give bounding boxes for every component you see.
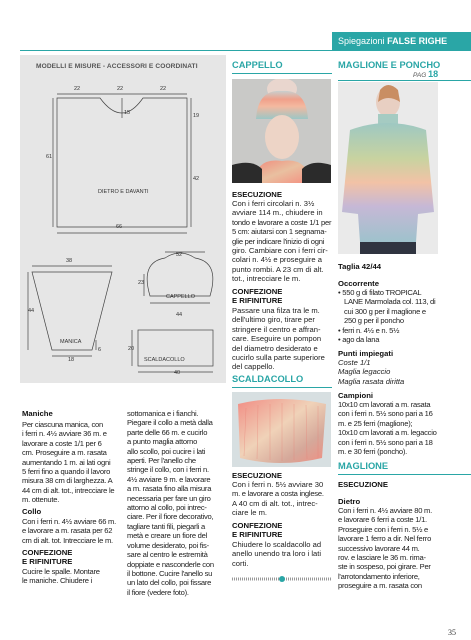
hat-model-image (232, 79, 331, 183)
hat-exec-text: Con i ferri circolari n. 3½ avviare 114 m., chiudere in tondo e lavorare a coste 1/1 per 5 cm: aiutarsi con 1 segnama- glie per indicare l'inizio di ogni giro. Cambiare con i ferri cir- colari n. 4½ e proseguire a punto rombi. A 23 cm di alt. tot., intrecciare le m. (232, 199, 332, 284)
gauge-heading: Campioni (338, 391, 374, 400)
cowl-label: SCALDACOLLO (144, 357, 185, 363)
cowl-rule (232, 387, 332, 388)
dim-label: 40 (174, 370, 181, 376)
sleeves-heading: Maniche (22, 409, 53, 418)
collar-text: Con i ferri n. 4½ avviare 66 m. e lavorare a m. rasata per 62 cm di alt. tot. Intrecciare le m. (22, 517, 116, 545)
hat-exec-heading: ESECUZIONE (232, 190, 282, 199)
cowl-exec-text: Con i ferri n. 5½ avviare 30 m. e lavorare a costa inglese. A 40 cm di alt. tot., intrec- ciare le m. (232, 480, 324, 518)
materials-text: • 550 g di filato TROPICAL LANE Marmolada col. 113, di cui 300 g per il maglione e 250 g per il poncho • ferri n. 4½ e n. 5½ • ago da lana (338, 288, 436, 345)
dim-label: 19 (193, 113, 200, 119)
section-label: Spiegazioni (338, 36, 385, 46)
page-number: 35 (448, 628, 456, 637)
dim-label: 38 (66, 258, 73, 264)
dim-label: 22 (74, 86, 81, 92)
sweater-rule (338, 80, 471, 81)
sleeves-text: Per ciascuna manica, con i ferri n. 4½ avviare 36 m. e lavorare a coste 1/1 per 6 cm. Proseguire a m. rasata aumentando 1 m. ai lati ogni 5 ferri fino a quando il lavoro misura 38 cm di larghezza. A 44 cm di alt. tot., intrecciare le m. ottenute. (22, 420, 115, 505)
end-marker (232, 575, 332, 583)
stitches-text: Coste 1/1 Maglia legaccio Maglia rasata diritta (338, 358, 405, 386)
dim-label: 44 (176, 312, 183, 318)
hat-section-heading: CAPPELLO (232, 60, 283, 70)
front-back-label: DIETRO E DAVANTI (98, 189, 149, 195)
dim-label: 22 (160, 86, 167, 92)
cowl-section-heading: SCALDACOLLO (232, 374, 304, 384)
pattern-diagram-panel (20, 55, 226, 383)
dim-label: 22 (117, 86, 124, 92)
sweater-model-image (338, 82, 438, 254)
materials-heading: Occorrente (338, 279, 380, 288)
cowl-photo (232, 392, 331, 467)
dim-label: 18 (68, 357, 75, 363)
size-heading: Taglia 42/44 (338, 262, 382, 271)
gauge-text: 10x10 cm lavorati a m. rasata con i ferri n. 5½ sono pari a 16 m. e 25 ferri (maglione); 10x10 cm lavorati a m. legaccio con i ferri n. 5½ sono pari a 18 m. e 30 ferri (poncho). (338, 400, 437, 457)
page-ref: PAG 18 (413, 69, 439, 79)
section-title: FALSE RIGHE (387, 36, 448, 46)
sweater-sub-rule (338, 474, 471, 475)
sweater-subheading: MAGLIONE (338, 461, 389, 471)
dim-label: 20 (128, 346, 135, 352)
hat-finishing-heading: CONFEZIONE E RIFINITURE (232, 287, 283, 305)
page-header (0, 0, 471, 46)
dim-label: 52 (176, 252, 183, 258)
finishing-heading: CONFEZIONE E RIFINITURE (22, 548, 73, 566)
middle-column-text: sottomanica e i fianchi. Piegare il collo a metà dalla parte delle 66 m. e cucirlo a punto maglia attorno allo scollo, poi cucire i lati aperti. Per l'anello che stringe il collo, con i ferri n. 4½ avviare 9 m. e lavorare a m. rasata fino alla misura necessaria per fare un giro attorno al collo, poi intrec- ciare. Per il fiore decorativo, tagliare tanti fili, piegarli a metà e creare un fiore del volume desiderato, poi fis- sare al centro le estremità doppiate e nasconderle con il bottone. Cucire l'anello su un lato del collo, poi fissare il fiore (vedere foto). (127, 409, 214, 597)
sweater-exec-heading: ESECUZIONE (338, 480, 388, 489)
finishing-text: Cucire le spalle. Montare le maniche. Chiudere i (22, 567, 100, 586)
dim-label: 42 (193, 176, 200, 182)
sleeve-label: MANICA (60, 339, 82, 345)
dim-label: 44 (28, 308, 35, 314)
dim-label: 15 (124, 110, 131, 116)
back-text: Con i ferri n. 4½ avviare 80 m. e lavorare 6 ferri a coste 1/1. Proseguire con i ferri n. 5½ e lavorare 1 ferro a dir. Nel ferro successivo lavorare 44 m. rov. e lasciare le 36 m. rima- ste in sospeso, poi girare. Per l'arrotondamento inferiore, proseguire a m. rasata con (338, 506, 432, 591)
sweater-section-heading: MAGLIONE E PONCHO (338, 60, 441, 70)
dim-label: 23 (138, 280, 145, 286)
hat-finishing-text: Passare una filza tra le m. dell'ultimo giro, tirare per stringere il centro e affran- care. Eseguire un pompon del diametro desiderato e cucirlo sulla parte superiore del cappello. (232, 306, 325, 372)
cowl-finishing-text: Chiudere lo scaldacollo ad anello unendo tra loro i lati corti. (232, 540, 322, 568)
back-heading: Dietro (338, 497, 361, 506)
dim-label: 66 (116, 224, 123, 230)
hat-photo (232, 79, 331, 183)
cowl-image (232, 392, 331, 467)
collar-heading: Collo (22, 507, 42, 516)
diagram-title: MODELLI E MISURE - ACCESSORI E COORDINATI (36, 63, 198, 70)
cowl-finishing-heading: CONFEZIONE E RIFINITURE (232, 521, 283, 539)
dim-label: 6 (98, 347, 102, 353)
sweater-photo (338, 82, 438, 254)
hat-label: CAPPELLO (166, 294, 196, 300)
dim-label: 61 (46, 154, 53, 160)
hat-rule (232, 73, 332, 74)
stitches-heading: Punti impiegati (338, 349, 394, 358)
cowl-exec-heading: ESECUZIONE (232, 471, 282, 480)
header-rule (20, 50, 471, 51)
section-band (332, 32, 471, 50)
